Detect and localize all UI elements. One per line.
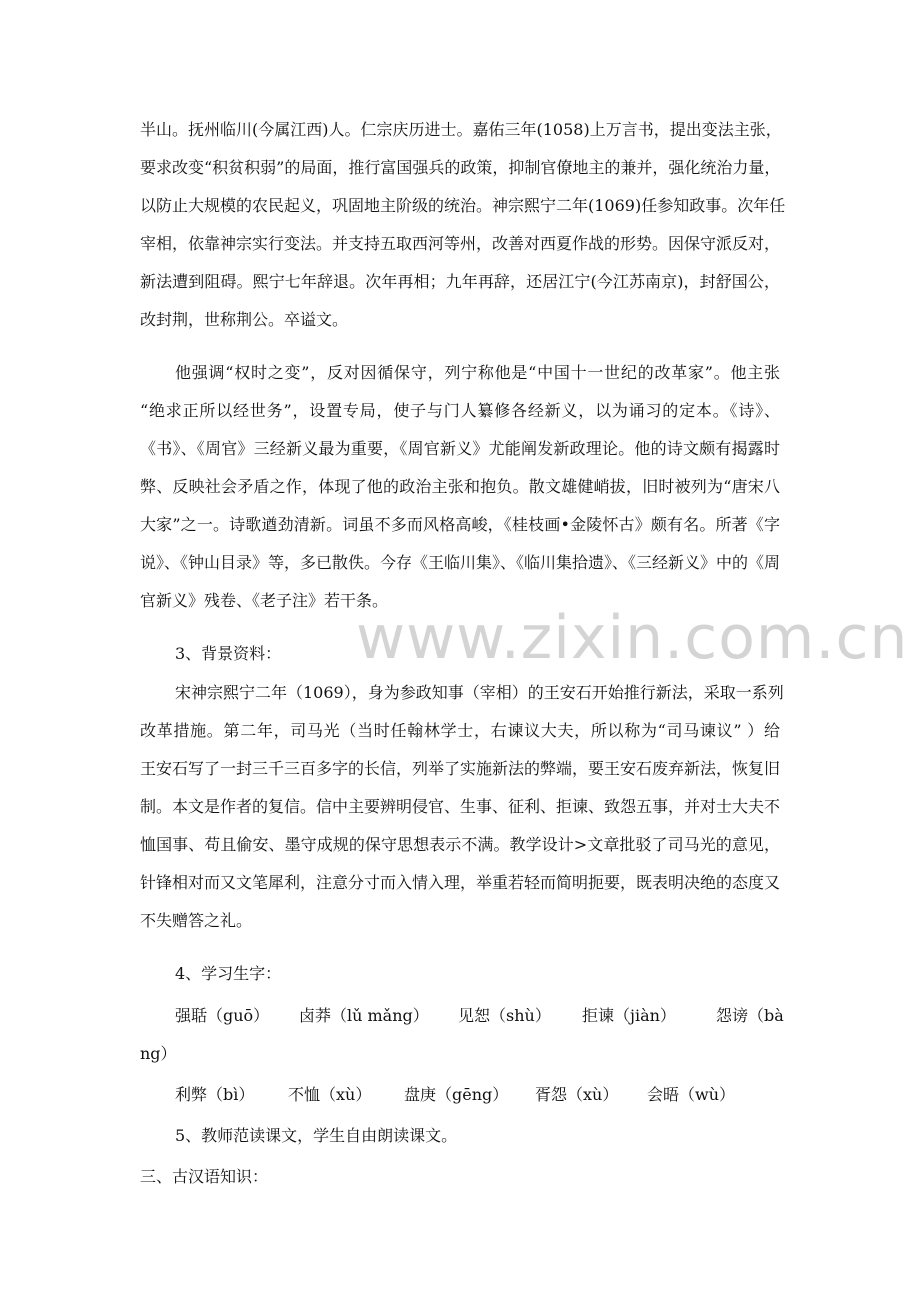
vocab-item-wrap: ng）: [140, 1044, 177, 1063]
vocab-item: 卤莽（lǔ mǎng）: [299, 1006, 429, 1025]
section-4-heading: 4、学习生字：: [175, 964, 282, 983]
background-line: 不失赠答之礼。: [140, 911, 253, 930]
watermark: www.zixin.com.cn: [356, 603, 909, 673]
background-line: 针锋相对而又文笔犀利，注意分寸而入情入理，举重若轻而简明扼要，既表明决绝的态度又: [140, 873, 781, 892]
background-line: 王安石写了一封三千三百多字的长信，列举了实施新法的弊端，要王安石废弃新法，恢复旧: [140, 759, 781, 778]
evaluation-line: 他强调“权时之变”，反对因循保守，列宁称他是“中国十一世纪的改革家”。他主张: [175, 363, 780, 382]
vocab-item: 盘庚（gēng）: [404, 1085, 509, 1104]
bio-line: 宰相，依靠神宗实行变法。并支持五取西河等州，改善对西夏作战的形势。因保守派反对，: [140, 234, 781, 253]
section-3-heading: 3、背景资料：: [175, 644, 282, 663]
vocab-item: 利弊（bì）: [175, 1085, 255, 1104]
evaluation-line: 大家”之一。诗歌遒劲清新。词虽不多而风格高峻，《桂枝画•金陵怀古》颇有名。所著《字: [140, 515, 780, 534]
background-line: 恤国事、苟且偷安、墨守成规的保守思想表示不满。教学设计>文章批驳了司马光的意见，: [140, 835, 780, 854]
bio-line: 要求改变“积贫积弱”的局面，推行富国强兵的政策，抑制官僚地主的兼并，强化统治力量，: [140, 158, 781, 177]
vocab-item: 强聒（guō）: [175, 1006, 270, 1025]
evaluation-line: 《书》、《周官》三经新义最为重要，《周官新义》尤能阐发新政理论。他的诗文颇有揭露时: [140, 439, 780, 458]
bio-line: 以防止大规模的农民起义，巩固地主阶级的统治。神宗熙宁二年(1069)任参知政事。次年任: [140, 196, 786, 215]
bio-line: 新法遭到阻碍。熙宁七年辞退。次年再相；九年再辞，还居江宁(今江苏南京)，封舒国公，: [140, 272, 780, 291]
evaluation-line: “绝求正所以经世务”，设置专局，使子与门人纂修各经新义，以为诵习的定本。《诗》、: [140, 401, 780, 420]
vocab-item: 拒谏（jiàn）: [582, 1006, 676, 1025]
background-line: 宋神宗熙宁二年（1069），身为参政知事（宰相）的王安石开始推行新法，采取一系列: [175, 683, 784, 702]
evaluation-line: 说》、《钟山目录》等，多已散佚。今存《王临川集》、《临川集拾遗》、《三经新义》中的《周: [140, 553, 781, 572]
evaluation-line: 官新义》残卷、《老子注》若干条。: [140, 591, 389, 610]
vocab-item: 怨谤（bà: [716, 1006, 784, 1025]
part-3-heading: 三、古汉语知识：: [140, 1167, 269, 1186]
vocab-item: 会晤（wù）: [647, 1085, 736, 1104]
background-line: 制。本文是作者的复信。信中主要辨明侵官、生事、征利、拒谏、致怨五事，并对士大夫不: [140, 797, 781, 816]
background-line: 改革措施。第二年，司马光（当时任翰林学士，右谏议大夫，所以称为“司马谏议” ）给: [140, 721, 780, 740]
evaluation-line: 弊、反映社会矛盾之作，体现了他的政治主张和抱负。散文雄健峭拔，旧时被列为“唐宋八: [140, 477, 780, 496]
vocab-item: 见恕（shù）: [458, 1006, 551, 1025]
vocab-item: 不恤（xù）: [288, 1085, 372, 1104]
section-5-text: 5、教师范读课文，学生自由朗读课文。: [175, 1126, 458, 1145]
vocab-item: 胥怨（xù）: [535, 1085, 619, 1104]
bio-line: 半山。抚州临川(今属江西)人。仁宗庆历进士。嘉佑三年(1058)上万言书，提出变法主张，: [140, 120, 782, 139]
bio-line: 改封荆，世称荆公。卒谥文。: [140, 310, 349, 329]
